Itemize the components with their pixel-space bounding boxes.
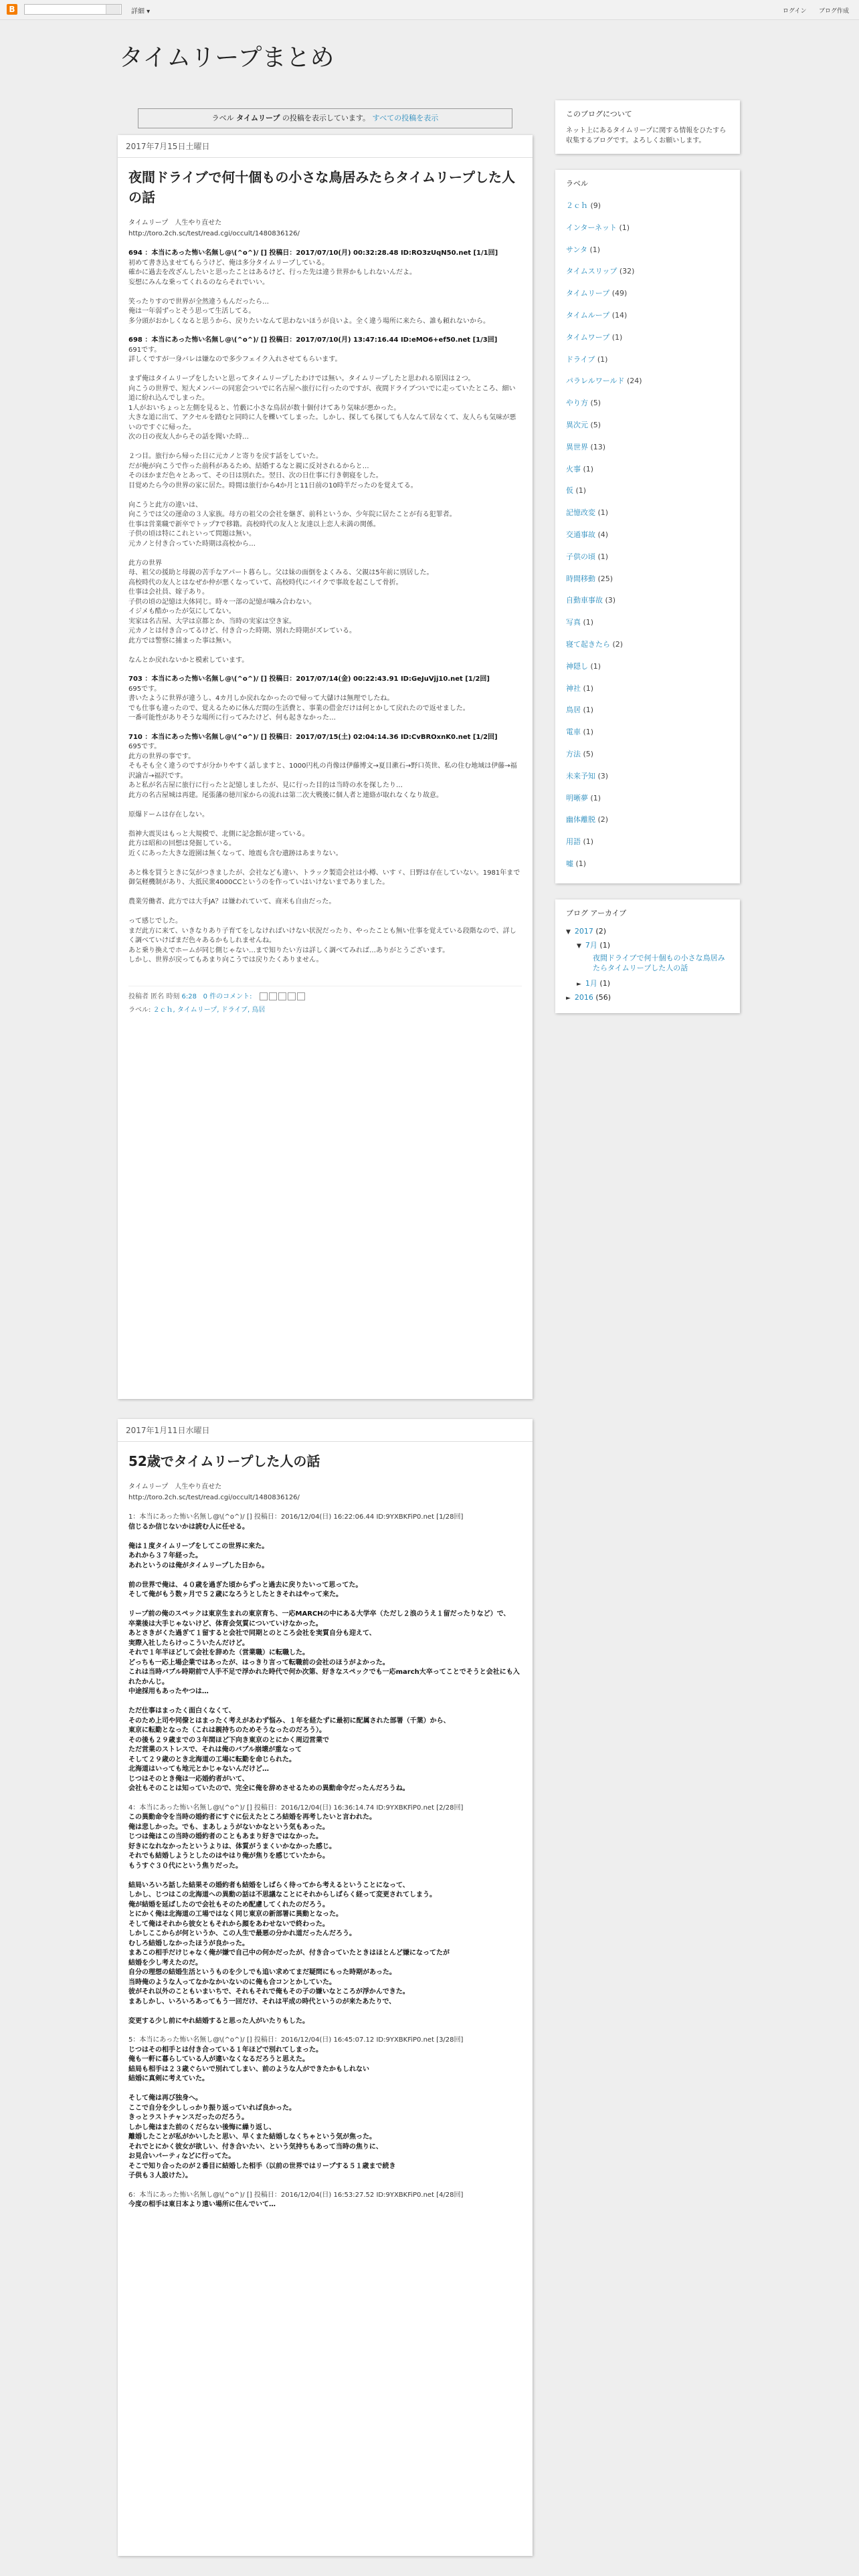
label-count: (1) [583, 464, 594, 473]
response-body: 初めて書き込ませてもらうけど、俺は多分タイムリープしている。 確かに過去を改ざんしたいと思ったことはあるけど、行った先は違う世界かもしれないんだよ。 妄想にみんな乗ってくれるのならそれでいい。 笑ったりすので世界が全然違うもんだったら… 俺は一年弱ずっとそう思って生活してる。 多分頭がおかしくなると思うから、戻りたいなんて思わないほうが良いよ。全く違う場所に来たら、誰も頼れないから。 [128, 259, 490, 325]
label-item[interactable] [566, 678, 729, 700]
label-count: (9) [590, 201, 601, 210]
archive-month-7[interactable] [566, 939, 729, 953]
label-count: (5) [590, 399, 601, 408]
label-item[interactable] [566, 546, 729, 568]
label-count: (14) [611, 310, 628, 320]
post-footer [128, 986, 522, 1017]
archive-month-1[interactable] [566, 977, 729, 991]
archive-count: (1) [599, 940, 611, 950]
label-item[interactable] [566, 590, 729, 612]
archive-title: ブログ アーカイブ [566, 908, 627, 918]
label-link[interactable]: インターネット [566, 223, 617, 232]
create-blog-link[interactable]: ブログ作成 [819, 8, 850, 15]
response-body: 691です。 詳しくですが一身バレは嫌なので多少フェイク入れさせてもらいます。 まず俺はタイムリープをしたいと思ってタイムリープしたわけでは無い。タイムリープしたと思われる原因は２つ。 向こうの世界で、短大メンバーの同窓会ついでに名古屋へ旅行に行ったのですが、夜間ドライブついでに走っていたところ、細い道に紛れ込んでしまった。 1人がおいちょっと左側を見ると、竹藪に小さな鳥居が数十個付けてあり気味が悪かった。 大きな道に出て、アクセルを踏むと同時に人を轢いてしまった。しかし、探しても探しても人なんて居なくて、友人らも気味が悪いのですぐに帰った。 次の日の夜友人からその話を聞いた時… ２つ目。旅行から帰った日に元カノと寄りを戻す話をしていた。 だが俺が向こうで作った前科があるため、結婚するなと親に反対されるからと… そのほかまだ色々とあって、その日は別れた。翌日、次の日仕事に行き朝寝をした。 目覚めたら今の世界の家に居た。時間は旅行から4か月と11日前の10時半だったのを覚えてる。 向こうと此方の違いは、 向こうでは父の運命の３人家族。母方の祖父の会社を継ぎ、前科というか、少年院に居たことが有る犯罪者。 仕事は営業職で新卒でトップ7で移籍。高校時代の友人と友達以上恋人未満の関係。 子供の頃は特にこれといって問題は無い。 元カノと付き合っていた時期は高校から… 此方の世界 母、祖父の援助と母親の苦手なアパート暮らし。父は妹の面倒をよくみる、父親は5年前に別居した。 高校時代の友人とはなぜか仲が悪くなっていて、高校時代にバイクで事故を起こして骨折。 仕事は会社員、嫁子あり。 子供の頃の記憶は大体同じ。時々一部の記憶が噛み合わない。 イジメも酷かったが気にしてない。 実家は名古屋、大学は京都とか、当時の実家は空き家。 元カノとは付き合ってるけど、付き合った時期、別れた時期がズレている。 此方では警察に捕まった事は無い。 なんとか戻れないかと模索しています。 [128, 346, 516, 664]
label-link[interactable]: ２ｃｈ [566, 201, 588, 210]
response-header: 703 ：本当にあった怖い名無し@\(^o^)/ [] 投稿日：2017/07/14(金) 00:22:43.91 ID:GeJuVjj10.net [1/2回] [128, 675, 490, 683]
label-item[interactable] [566, 349, 729, 371]
response-header: 4：本当にあった怖い名無し@\(^o^)/ [] 投稿日：2016/12/04(日) 16:36:14.74 ID:9YXBKFiP0.net [2/28回] [128, 1804, 464, 1812]
response-body: 信じるか信じないかは読む人に任せる。 俺は１度タイムリープをしてこの世界に来た。 あれから３７年経った。 あれというのは俺がタイムリープした日から。 前の世界で俺は、４０歳を過ぎた頃からずっと過去に戻りたいって思ってた。 そして俺がもう数ヶ月で５２歳になろうとしたときそれはやって来た。 リープ前の俺のスペックは東京生まれの東京育ち、一応MARCHの中にある大学卒（ただし２浪のうえ１留だったりなど）で、 卒業後は大手じゃないけど、体育会気質についていけなかった。 あとさきがくた過ぎて１留すると会社で同期とのところ会社を実質自分も迎えて、 実際入社したらけっこういたんだけど。 それで１年半ほどして会社を辞めた（営業職）に転職した。 どっちも一応上場企業ではあったが、はっきり言って転職前の会社のほうがよかった。 これは当時バブル時期前で人手不足で浮かれた時代で何か次第、好きなスペックでも一応march大卒ってことでそうと会社にも入れたかんじ。 中途採用もあったやつは… ただ仕事はまったく面白くなくて、 そのため上司や同僚とはまったく考えがあわず悩み、１年を経たずに最初に配属された部署（千葉）から、 東京に転勤となった（これは親持ちのためそうなったのだろう）。 その後も２９歳までの３年間ほど下向き東京のとにかく周辺営業で ただ営業のストレスで、それは俺のバブル崩壊が重なって そして２９歳のとき北海道の工場に転勤を命じられた。 北海道はいっても地元とかじゃないんだけど… じつはそのとき俺は一応婚約者がいて、 会社もそのことは知っていたので、完全に俺を辞めさせるための異動命令だったんだろうね。 [128, 1523, 520, 1792]
archive-widget [555, 899, 740, 1013]
label-link[interactable]: 寝て起きたら [566, 639, 610, 649]
label-item[interactable] [566, 459, 729, 481]
source-title: タイムリープ 人生やり直せた [128, 219, 222, 227]
label-count: (5) [590, 420, 601, 429]
post-title [128, 1451, 522, 1471]
label-link[interactable]: タイムリープ [566, 289, 610, 298]
label-count: (32) [619, 267, 635, 276]
label-link[interactable]: 神社 [566, 683, 581, 693]
main-column [118, 100, 533, 2576]
response-header: 5：本当にあった怖い名無し@\(^o^)/ [] 投稿日：2016/12/04(日) 16:45:07.12 ID:9YXBKFiP0.net [3/28回] [128, 2036, 464, 2044]
response-header: 694 ：本当にあった怖い名無し@\(^o^)/ [] 投稿日：2017/07/10(月) 00:32:28.48 ID:RO3zUqN50.net [1/1回] [128, 249, 498, 257]
label-link[interactable]: パラレルワールド [566, 377, 625, 386]
post-title-link[interactable]: 夜間ドライブで何十個もの小さな鳥居みたらタイムリープした人の話 [128, 169, 515, 205]
label-link[interactable]: 自動車事故 [566, 596, 603, 605]
label-count: (1) [575, 486, 587, 496]
label-item[interactable] [566, 744, 729, 766]
label-link[interactable]: 異世界 [566, 442, 588, 451]
label-link[interactable]: 異次元 [566, 420, 588, 429]
label-count: (49) [611, 289, 628, 298]
archive-year-2017[interactable] [566, 925, 729, 939]
label-item[interactable] [566, 700, 729, 722]
label-item[interactable] [566, 634, 729, 656]
label-link[interactable]: 明晰夢 [566, 793, 588, 802]
label-link[interactable]: 用語 [566, 837, 581, 847]
archive-count: (1) [599, 978, 611, 988]
label-count: (1) [597, 508, 609, 518]
label-item[interactable] [566, 568, 729, 591]
label-count: (1) [575, 859, 587, 868]
label-item[interactable] [566, 393, 729, 415]
status-suffix: の投稿を表示しています。 [282, 114, 371, 122]
label-item[interactable] [566, 656, 729, 678]
response-body: 695です。 書いたように世界が違うし、4カ月しか戻れなかったので帰って大儲けは無理でしたね。 でも仕事も違ったので、覚えるために休んだ間の生活費と、事業の借金だけは何とかして戻れたので返せました。 一番可能性がありそうな場所に行ってみたけど、何も起きなかった… [128, 685, 470, 722]
label-count: (1) [597, 552, 609, 561]
label-item[interactable] [566, 195, 729, 217]
label-item[interactable] [566, 524, 729, 546]
label-link[interactable]: 交通事故 [566, 530, 595, 539]
label-count: (1) [619, 223, 630, 232]
source-url: http://toro.2ch.sc/test/read.cgi/occult/1480836126/ [128, 230, 300, 237]
label-link[interactable]: 時間移動 [566, 574, 595, 583]
label-link[interactable]: 嘘 [566, 859, 573, 868]
label-link[interactable]: 子供の頃 [566, 552, 595, 561]
twitter-share-icon[interactable] [278, 992, 286, 1000]
label-link[interactable]: やり方 [566, 399, 588, 408]
label-item[interactable] [566, 217, 729, 239]
label-count: (1) [583, 706, 594, 715]
post-timestamp-link[interactable]: 6:28 [181, 992, 197, 1000]
label-item[interactable] [566, 809, 729, 831]
about-widget [555, 100, 740, 154]
source-url: http://toro.2ch.sc/test/read.cgi/occult/1480836126/ [128, 1494, 300, 1501]
archive-count: (2) [595, 926, 607, 936]
archive-count: (56) [595, 992, 611, 1002]
label-link[interactable]: タイムワープ [566, 332, 610, 342]
pinterest-share-icon[interactable] [297, 992, 305, 1000]
label-count: (3) [605, 596, 616, 605]
label-link[interactable]: 幽体離脱 [566, 815, 595, 825]
label-link[interactable]: タイムスリップ [566, 267, 617, 276]
label-count: (1) [583, 837, 594, 847]
date-header: 2017年7月15日土曜日 [118, 135, 533, 158]
posted-by: 投稿者 匿名 時刻 [128, 992, 180, 1000]
labels-list [566, 195, 729, 875]
collapse-triangle-icon[interactable]: ► [566, 994, 571, 1002]
status-label: タイムリープ [236, 114, 280, 122]
label-item[interactable] [566, 831, 729, 853]
post [118, 135, 533, 1399]
navbar-more-menu[interactable]: 詳細 ▾ [131, 8, 151, 15]
response-header: 710 ：本当にあった怖い名無し@\(^o^)/ [] 投稿日：2017/07/15(土) 02:04:14.36 ID:CvBROxnK0.net [1/2回] [128, 733, 498, 741]
post [118, 1419, 533, 2556]
label-link[interactable]: 電車 [566, 728, 581, 737]
archive-year-link[interactable]: 2017 [574, 926, 593, 936]
collapse-triangle-icon[interactable]: ► [577, 980, 581, 988]
facebook-share-icon[interactable] [288, 992, 296, 1000]
label-count: (2) [612, 639, 624, 649]
label-item[interactable] [566, 502, 729, 524]
labels-title: ラベル [566, 179, 588, 188]
search-icon[interactable] [106, 5, 120, 14]
label-item[interactable] [566, 437, 729, 459]
label-item[interactable] [566, 480, 729, 502]
response-body: 今度の相手は東日本より遠い場所に住んでいて… [128, 2201, 276, 2208]
blog-title[interactable]: タイムリープまとめ [119, 44, 335, 72]
label-item[interactable] [566, 415, 729, 437]
label-link[interactable]: タイムループ [566, 310, 610, 320]
label-count: (13) [590, 442, 606, 451]
expand-triangle-icon[interactable]: ▼ [566, 928, 571, 936]
label-link[interactable]: 未来予知 [566, 771, 595, 780]
response-body: 695です。 此方の世界の事です。 そもそも全く違うのですが分かりやすく話しますと、1000円札の肖像は伊藤博文→夏目漱石→野口英世、私の住む地域は伊藤→福沢諭吉→福沢です。 あと私が名古屋に旅行に行ったと記憶しましたが、見に行った目的は当時の水を探したり… 此方の名古屋城は再建。尾張藩の徳川家からの流れは第二次大戦後に個人者と連絡が取れなくなり故意。 原爆ドームは存在しない。 指神大震災はもっと大規模で、北側に記念館が建っている。 此方は昭和の回想は発掘している。 近くにあった大きな遊園は無くなって、地震も含む遺跡はあまりない。 あと株を買うときに気がつきましたが、会社なども違い、トラック製造会社は小樽、いすゞ、日野は存在していない。1981年まで御気軽機制があり、大抵民衆4000CCというのを作っていはいけないまでありました。 農業労働者、此方では大手JA？は嫌われていて、商米も自由だった。 って感じでした。 まだ此方に来て、いきなりあり子育てをしなければいけない状況だったり、やったことも無い仕事を覚えている段階なので、詳しく調べていけばまだ色々あるかもしれませんね。 あと乗り換えでホームが同じ側じゃない…まで知りたい方は詳しく調べてみれば…ありがとうございます。 しかし、世界が戻ってもあまり向こうでは戻りたくありません。 [128, 743, 520, 964]
label-link[interactable]: 火事 [566, 464, 581, 473]
show-all-posts-link[interactable]: すべての投稿を表示 [372, 114, 439, 122]
blogthis-share-icon[interactable] [269, 992, 277, 1000]
status-prefix: ラベル [211, 114, 234, 122]
source-title: タイムリープ 人生やり直せた [128, 1483, 222, 1491]
label-count: (2) [597, 815, 609, 825]
response-body: じつはその相手とは付き合っている１年ほどで別れてしまった。 俺も一軒に暮らしている人が違いなくなるだろうと思えた。 結局も相手は２３歳ぐらいで別れてしまい、前のような人ができたかもしれない 結婚に真剣に考えていた。 そして俺は再び独身へ。 ここで自分を少ししっかり振り返っていれば良かった。 きっとラストチャンスだったのだろう。 しかし俺はまた前のくだらない後悔に繰り返し、 離婚したことが私がかいしたと思い、早くまた結婚しなくちゃという気が焦った。 それでとにかく彼女が欲しい、付き合いたい、という気持ちもあって当時の焦りに、 お見合いパーティなどに行ってた。 そこで知り合ったのが２番目に結婚した相手（以前の世界ではリープする５１歳まで続き 子供も３人設けた）。 [128, 2046, 396, 2179]
label-link[interactable]: 鳥居 [566, 706, 581, 715]
label-count: (25) [597, 574, 613, 583]
response-header: 698 ：本当にあった怖い名無し@\(^o^)/ [] 投稿日：2017/07/10(月) 13:47:16.44 ID:eMO6+ef50.net [1/3回] [128, 336, 498, 344]
date-header: 2017年1月11日水曜日 [118, 1419, 533, 1442]
label-link[interactable]: サンタ [566, 245, 588, 254]
label-count: (1) [583, 618, 594, 627]
response-body: この異動命令を当時の婚約者にすぐに伝えたところ結婚を再考したいと言われた。 俺は悲しかった。でも、まあしょうがないかなという気もあった。 じつは俺はこの当時の婚約者のこともあまり好きではなかった。 好きになれなかったというよりは、体質がうまくいかなかった感じ。 それでも結婚しようとしたのはやはり俺が焦りを感じていたから。 もうすぐ３０代にという焦りだった。 結局いろいろ話した結果その婚約者も結婚をしばらく待ってから考えるということになって、 しかし、じつはこの北海道への異動の話は不思議なことにそれからしばらく経って変更されてしまう。 俺が結婚を延ばしたので会社もそのため配慮してくれたのだろう。 とにかく俺は北海道の工場ではなく同じ東京の新部署に異動となった。 そして俺はそれから彼女ともそれから顔をあわせないで終わった。 しかしここからが何というか、この人生で最悪の分かれ道だったんだろう。 むしろ結婚しなかったほうが良かった。 まあこの相手だけじゃなく俺が嫌で自己中の何かだったが、付き合っていたときはほとんど嫌になってたが 結婚を少し考えたのだ。 自分の理想の結婚生活というものを少しでも追い求めてまだ疑問にもった時期があった。 当時俺のような人ってなかなかいないのに俺も合コンとかしていた。 彼がそれ以外のこともいまいちで、それもそれで俺もその子の嫌いなところが浮かんできた。 まあしかし、いろいろあってもう一回だけ、それは平成の時代というのが来たあたりで、 変更する少し前にやれ結婚すると思った人がいたりもした。 [128, 1814, 450, 2025]
labels-widget [555, 170, 740, 883]
label-item[interactable] [566, 239, 729, 261]
label-item[interactable] [566, 305, 729, 327]
about-title: このブログについて [566, 110, 632, 118]
label-item[interactable] [566, 327, 729, 349]
label-link[interactable]: ドライブ [566, 354, 595, 364]
labels-prefix: ラベル: [128, 1006, 151, 1014]
post-title-link[interactable]: 52歳でタイムリープした人の話 [128, 1453, 320, 1469]
login-link[interactable]: ログイン [783, 8, 807, 15]
label-item[interactable] [566, 766, 729, 788]
label-link[interactable]: 写真 [566, 618, 581, 627]
archive-post[interactable] [566, 953, 729, 973]
archive-year-link[interactable]: 2016 [574, 992, 593, 1002]
response-header: 6：本当にあった怖い名無し@\(^o^)/ [] 投稿日：2016/12/04(日) 16:53:27.52 ID:9YXBKFiP0.net [4/28回] [128, 2191, 464, 2199]
label-count: (1) [597, 354, 608, 364]
label-item[interactable] [566, 370, 729, 393]
blogger-navbar [0, 0, 859, 20]
status-message [138, 108, 512, 128]
label-count: (24) [627, 377, 642, 386]
label-item[interactable] [566, 853, 729, 875]
post-title [128, 167, 522, 207]
archive-post-link[interactable]: 夜間ドライブで何十個もの小さな鳥居みたらタイムリープした人の話 [593, 953, 725, 972]
label-link[interactable]: 仮 [566, 486, 573, 496]
archive-year-2016[interactable] [566, 991, 729, 1005]
label-count: (1) [583, 683, 594, 693]
label-item[interactable] [566, 612, 729, 634]
label-item[interactable] [566, 722, 729, 744]
label-link[interactable]: 記憶改変 [566, 508, 595, 518]
label-count: (1) [590, 793, 601, 802]
label-link[interactable]: 方法 [566, 749, 581, 758]
label-item[interactable] [566, 261, 729, 283]
label-item[interactable] [566, 788, 729, 810]
label-count: (1) [583, 728, 594, 737]
label-count: (3) [597, 771, 609, 780]
label-count: (1) [589, 245, 601, 254]
post-labels-links[interactable]: ２ｃｈ, タイムリープ, ドライブ, 鳥居 [153, 1006, 266, 1014]
blogger-logo-icon[interactable]: B [7, 4, 17, 15]
archive-month-link[interactable]: 7月 [585, 940, 597, 950]
about-text: ネット上にあるタイムリープに関する情報をひたすら収集するブログです。よろしくお願いします。 [566, 127, 727, 144]
response-header: 1：本当にあった怖い名無し@\(^o^)/ [] 投稿日：2016/12/04(日) 16:22:06.44 ID:9YXBKFiP0.net [1/28回] [128, 1513, 464, 1521]
label-item[interactable] [566, 283, 729, 305]
archive-month-link[interactable]: 1月 [585, 978, 597, 988]
sidebar [555, 100, 740, 1029]
label-link[interactable]: 神隠し [566, 661, 588, 671]
label-count: (4) [597, 530, 609, 539]
label-count: (5) [583, 749, 594, 758]
comments-link[interactable]: 0 件のコメント: [203, 992, 252, 1000]
expand-triangle-icon[interactable]: ▼ [577, 942, 581, 950]
email-share-icon[interactable] [260, 992, 268, 1000]
label-count: (1) [590, 661, 601, 671]
label-count: (1) [611, 332, 623, 342]
